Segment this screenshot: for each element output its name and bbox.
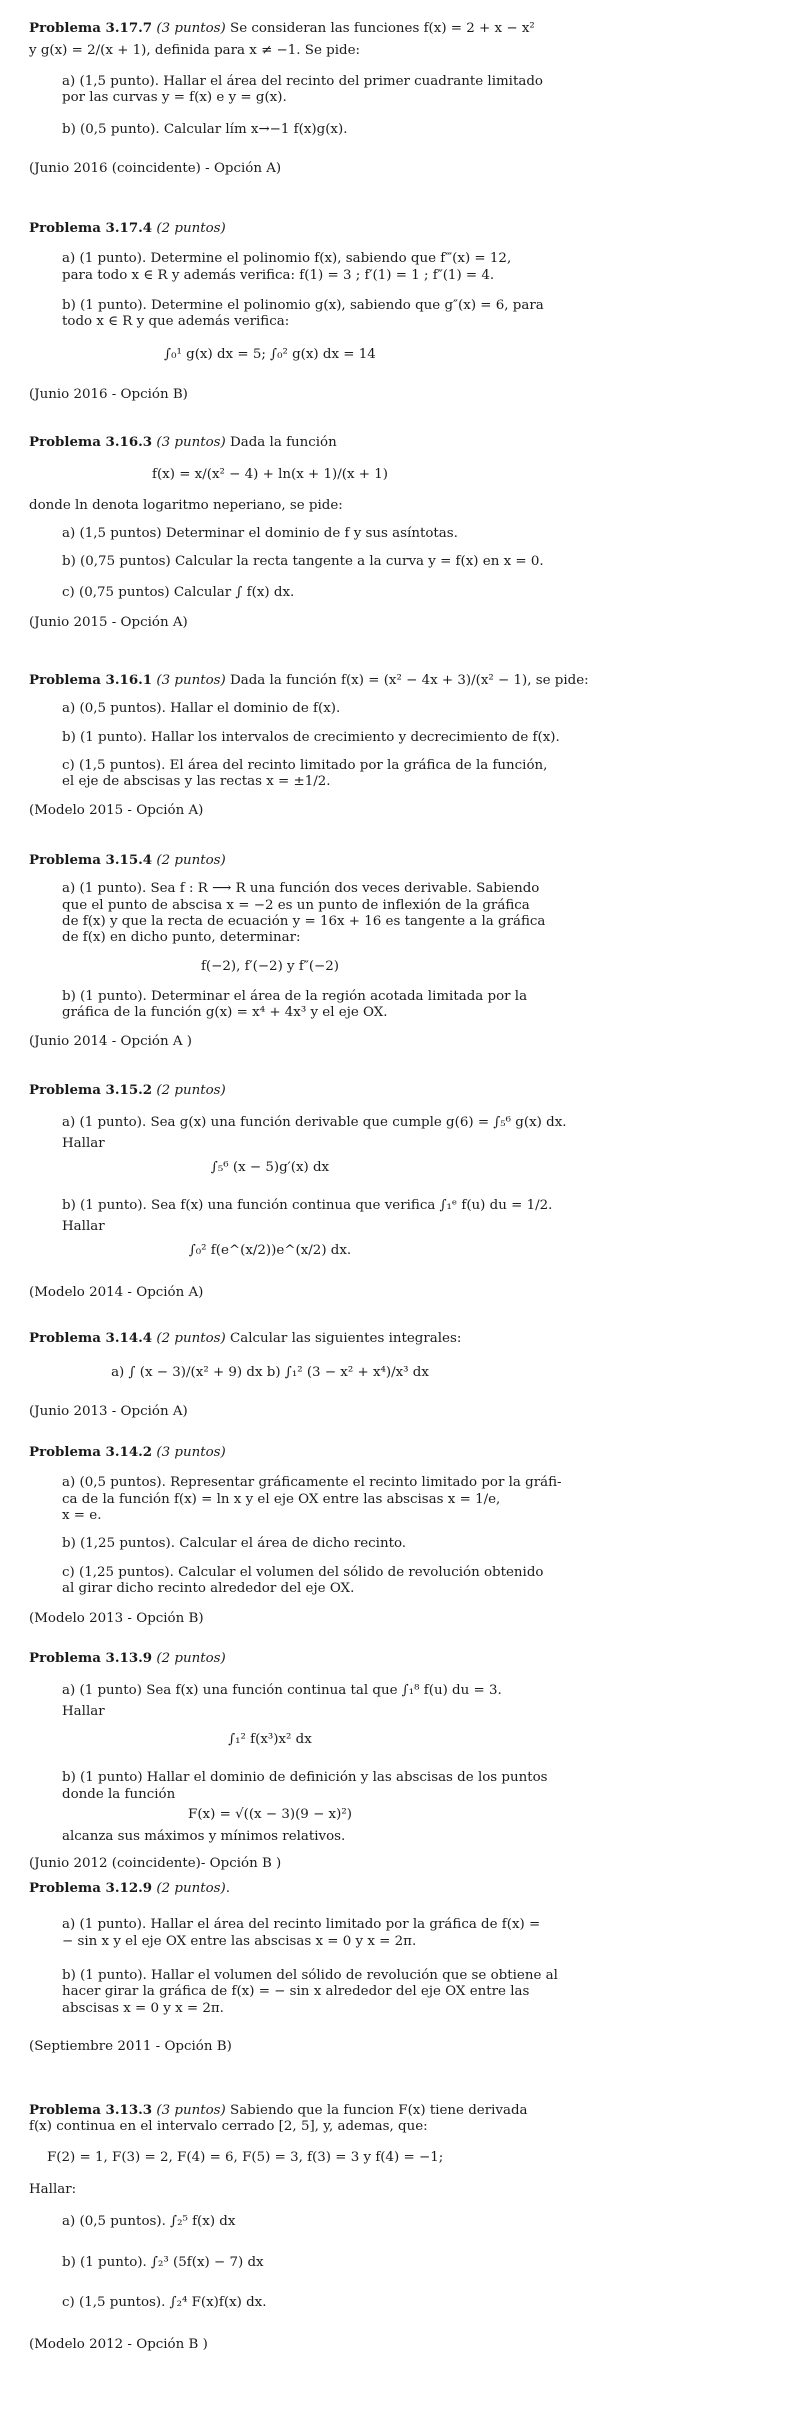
part-b: b) (1 punto) Hallar el dominio de definición y las abscisas de los puntos: [62, 1770, 548, 1786]
part-a: a) (0,5 puntos). Hallar el dominio de f(x).: [62, 701, 341, 717]
part-b: b) (0,5 punto). Calcular lím x→−1 f(x)g(x).: [62, 122, 348, 138]
problem-title: Problema 3.17.7: [29, 20, 153, 36]
problem-source: (Septiembre 2011 - Opción B): [29, 2039, 232, 2055]
problem-points: (2 puntos): [156, 853, 226, 868]
display-equation: ∫₀² f(e^(x/2))e^(x/2) dx.: [188, 1243, 352, 1259]
problem-3-15-2: [29, 1082, 567, 1302]
problem-text: Hallar:: [29, 2182, 77, 2198]
part-b-cont: Hallar: [62, 1218, 105, 1234]
display-equation: ∫₀¹ g(x) dx = 5; ∫₀² g(x) dx = 14: [164, 346, 376, 362]
part-a: a) (0,5 puntos). Representar gráficamente el recinto limitado por la gráfi-: [62, 1475, 562, 1491]
problem-source: (Modelo 2013 - Opción B): [29, 1611, 204, 1627]
display-equation: F(x) = √((x − 3)(9 − x)²): [188, 1807, 352, 1823]
display-equation: F(2) = 1, F(3) = 2, F(4) = 6, F(5) = 3, f(3) = 3 y f(4) = −1;: [47, 2149, 444, 2165]
problem-title: Problema 3.13.9: [29, 1650, 153, 1666]
problem-intro: Sabiendo que la funcion F(x) tiene derivada: [230, 2103, 528, 2118]
part-a-cont: de f(x) en dicho punto, determinar:: [62, 930, 301, 946]
problem-intro: Calcular las siguientes integrales:: [230, 1331, 462, 1346]
problem-intro-line: y g(x) = 2/(x + 1), definida para x ≠ −1. Se pide:: [29, 43, 361, 59]
part-b: b) (1 punto). Determinar el área de la región acotada limitada por la: [62, 989, 528, 1005]
part-a: a) (0,5 puntos). ∫₂⁵ f(x) dx: [62, 2214, 236, 2230]
part-b: b) (1 punto). ∫₂³ (5f(x) − 7) dx: [62, 2254, 264, 2270]
display-equation: a) ∫ (x − 3)/(x² + 9) dx b) ∫₁² (3 − x² + x⁴)/x³ dx: [111, 1365, 429, 1381]
problem-points: (2 puntos).: [156, 1881, 231, 1896]
problem-title: Problema 3.17.4: [29, 220, 153, 236]
part-b: b) (1 punto). Hallar el volumen del sólido de revolución que se obtiene al: [62, 1968, 558, 1984]
problem-source: (Junio 2016 (coincidente) - Opción A): [29, 160, 282, 176]
problem-source: (Junio 2015 - Opción A): [29, 615, 188, 631]
problem-3-14-4: [29, 1330, 511, 1420]
problem-points: (3 puntos): [156, 1445, 226, 1460]
part-a-cont: ca de la función f(x) = ln x y el eje OX entre las abscisas x = 1/e,: [62, 1491, 501, 1507]
problem-3-13-3: [29, 2102, 528, 2354]
problem-text: donde ln denota logaritmo neperiano, se pide:: [29, 497, 343, 513]
problem-title: Problema 3.15.2: [29, 1082, 153, 1098]
problem-points: (2 puntos): [156, 1651, 226, 1666]
problem-title: Problema 3.14.4: [29, 1330, 153, 1346]
part-a: a) (1 punto). Sea g(x) una función derivable que cumple g(6) = ∫₅⁶ g(x) dx.: [62, 1115, 567, 1131]
problem-title: Problema 3.16.1: [29, 672, 153, 688]
part-b-cont: hacer girar la gráfica de f(x) = − sin x alrededor del eje OX entre las: [62, 1984, 530, 2000]
problem-3-13-9: [29, 1650, 548, 1872]
problem-source: (Junio 2016 - Opción B): [29, 387, 188, 403]
problem-intro: Dada la función f(x) = (x² − 4x + 3)/(x² − 1), se pide:: [230, 673, 589, 688]
problem-title: Problema 3.13.3: [29, 2102, 153, 2118]
part-a-cont: x = e.: [62, 1508, 102, 1524]
part-a-cont: de f(x) y que la recta de ecuación y = 16x + 16 es tangente a la gráfica: [62, 914, 546, 930]
problem-points: (2 puntos): [156, 1331, 226, 1346]
display-equation: f(x) = x/(x² − 4) + ln(x + 1)/(x + 1): [151, 467, 389, 483]
part-c-cont: al girar dicho recinto alrededor del eje OX.: [62, 1581, 355, 1597]
part-b: b) (1 punto). Determine el polinomio g(x), sabiendo que g″(x) = 6, para: [62, 298, 544, 314]
problem-source: (Modelo 2012 - Opción B ): [29, 2337, 208, 2353]
part-a-cont: por las curvas y = f(x) e y = g(x).: [62, 90, 287, 106]
part-c-cont: el eje de abscisas y las rectas x = ±1/2.: [62, 774, 331, 790]
part-c: c) (1,5 puntos). El área del recinto limitado por la gráfica de la función,: [62, 758, 548, 774]
problem-source: (Junio 2013 - Opción A): [29, 1403, 188, 1419]
problem-intro-line: f(x) continua en el intervalo cerrado [2, 5], y, ademas, que:: [29, 2119, 428, 2135]
part-a: a) (1 punto). Sea f : R ⟶ R una función dos veces derivable. Sabiendo: [62, 881, 540, 897]
part-b: b) (1 punto). Sea f(x) una función continua que verifica ∫₁ᵉ f(u) du = 1/2.: [62, 1198, 553, 1214]
part-b: b) (1,25 puntos). Calcular el área de dicho recinto.: [62, 1536, 407, 1552]
problem-title: Problema 3.14.2: [29, 1444, 153, 1460]
problem-intro: Dada la función: [230, 435, 337, 450]
part-a: a) (1 punto). Determine el polinomio f(x), sabiendo que f‴(x) = 12,: [62, 251, 512, 267]
problem-points: (3 puntos): [156, 2103, 226, 2118]
part-b-cont: gráfica de la función g(x) = x⁴ + 4x³ y el eje OX.: [62, 1005, 388, 1021]
problem-title: Problema 3.16.3: [29, 434, 153, 450]
problem-3-16-1: [29, 672, 589, 819]
problem-3-14-2: [29, 1444, 562, 1628]
display-equation: ∫₁² f(x³)x² dx: [228, 1732, 312, 1748]
display-equation: f(−2), f′(−2) y f″(−2): [200, 958, 340, 974]
part-b: b) (1 punto). Hallar los intervalos de crecimiento y decrecimiento de f(x).: [62, 729, 560, 745]
part-a-cont: que el punto de abscisa x = −2 es un punto de inflexión de la gráfica: [62, 897, 530, 913]
problem-points: (3 puntos): [156, 21, 226, 36]
display-equation: ∫₅⁶ (x − 5)g′(x) dx: [210, 1160, 330, 1176]
problem-source: (Junio 2012 (coincidente)- Opción B ): [29, 1855, 282, 1871]
problem-3-17-4: [29, 220, 544, 403]
problem-points: (2 puntos): [156, 1083, 226, 1098]
problem-source: (Modelo 2014 - Opción A): [29, 1285, 204, 1301]
problem-source: (Junio 2014 - Opción A ): [29, 1033, 192, 1049]
problem-title: Problema 3.15.4: [29, 852, 153, 868]
part-b-cont: donde la función: [62, 1786, 176, 1802]
problem-points: (2 puntos): [156, 221, 226, 236]
part-c: c) (0,75 puntos) Calcular ∫ f(x) dx.: [62, 584, 295, 600]
part-b-cont: todo x ∈ R y que además verifica:: [62, 314, 290, 330]
part-b: b) (0,75 puntos) Calcular la recta tangente a la curva y = f(x) en x = 0.: [62, 554, 544, 570]
part-c: c) (1,5 puntos). ∫₂⁴ F(x)f(x) dx.: [62, 2295, 267, 2311]
part-a-cont: Hallar: [62, 1703, 105, 1719]
problem-intro: Se consideran las funciones f(x) = 2 + x − x²: [230, 21, 535, 36]
part-a: a) (1,5 puntos) Determinar el dominio de f y sus asíntotas.: [62, 526, 458, 542]
part-a: a) (1,5 punto). Hallar el área del recinto del primer cuadrante limitado: [62, 73, 543, 89]
part-b-cont: alcanza sus máximos y mínimos relativos.: [62, 1829, 346, 1845]
problem-source: (Modelo 2015 - Opción A): [29, 802, 204, 818]
problem-3-17-7: [29, 20, 543, 177]
part-a-cont: − sin x y el eje OX entre las abscisas x = 0 y x = 2π.: [62, 1933, 417, 1949]
problem-3-16-3: [29, 434, 544, 631]
part-a: a) (1 punto) Sea f(x) una función continua tal que ∫₁⁸ f(u) du = 3.: [62, 1683, 502, 1699]
part-b-cont: abscisas x = 0 y x = 2π.: [62, 2000, 224, 2016]
part-c: c) (1,25 puntos). Calcular el volumen del sólido de revolución obtenido: [62, 1564, 544, 1580]
part-a-cont: para todo x ∈ R y además verifica: f(1) = 3 ; f′(1) = 1 ; f″(1) = 4.: [62, 267, 495, 283]
problem-points: (3 puntos): [156, 435, 226, 450]
part-a: a) (1 punto). Hallar el área del recinto limitado por la gráfica de f(x) =: [62, 1917, 541, 1933]
problem-3-15-4: [29, 852, 546, 1050]
problem-points: (3 puntos): [156, 673, 226, 688]
problem-3-12-9: [29, 1880, 558, 2055]
problem-title: Problema 3.12.9: [29, 1880, 153, 1896]
part-a-cont: Hallar: [62, 1135, 105, 1151]
